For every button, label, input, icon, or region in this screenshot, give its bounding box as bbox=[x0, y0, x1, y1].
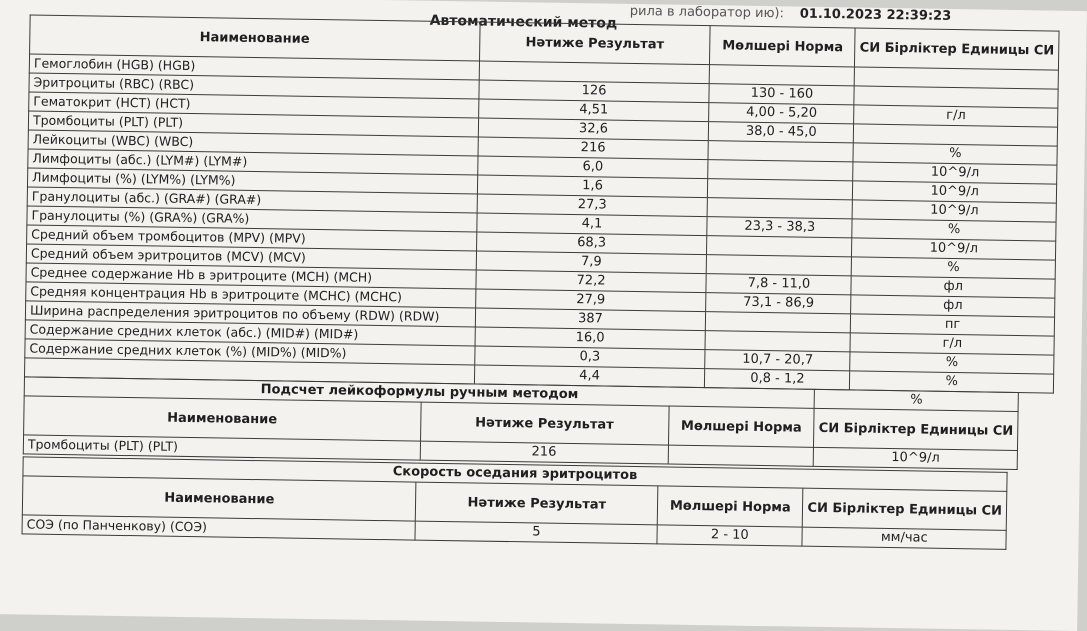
row-unit: % bbox=[850, 371, 1054, 393]
esr-row-result: 5 bbox=[415, 521, 657, 544]
row-name: Лимфоциты (абс.) (LYM#) (LYM#) bbox=[28, 149, 478, 175]
row-norm bbox=[707, 236, 852, 257]
row-name: Гемоглобин (HGB) (HGB) bbox=[29, 54, 479, 80]
esr-col-unit: СИ Бірліктер Единицы СИ bbox=[803, 488, 1007, 530]
row-norm bbox=[706, 312, 851, 333]
esr-row-norm: 2 - 10 bbox=[657, 525, 803, 546]
row-name: Средняя концентрация Hb в эритроците (MCHC) (MCHC) bbox=[26, 282, 476, 308]
row-result: 387 bbox=[475, 308, 706, 331]
row-result: 1,6 bbox=[477, 175, 708, 198]
row-name: Средний объем тромбоцитов (MPV) (MPV) bbox=[27, 225, 477, 251]
col-result-header: Нәтиже Результат bbox=[479, 22, 710, 65]
row-result: 27,3 bbox=[477, 194, 708, 217]
row-name: Эритроциты (RBC) (RBC) bbox=[29, 73, 479, 99]
row-unit: 10^9/л bbox=[853, 181, 1057, 203]
row-result: 6,0 bbox=[477, 156, 708, 179]
row-unit: г/л bbox=[850, 333, 1054, 355]
row-name: Среднее содержание Hb в эритроците (MCH) (MCH) bbox=[26, 263, 476, 289]
manual-row-name: Тромбоциты (PLT) (PLT) bbox=[23, 435, 420, 460]
row-name: Содержание средних клеток (абс.) (MID#) (MID#) bbox=[25, 320, 475, 346]
row-result: 216 bbox=[478, 137, 709, 160]
row-result: 7,9 bbox=[476, 251, 707, 274]
manual-col-name: Наименование bbox=[24, 396, 421, 441]
esr-section-title: Скорость оседания эритроцитов bbox=[23, 457, 1007, 491]
row-unit: % bbox=[852, 219, 1056, 241]
col-unit-header: СИ Бірліктер Единицы СИ bbox=[855, 28, 1059, 70]
row-name: Тромбоциты (PLT) (PLT) bbox=[28, 111, 478, 137]
esr-col-norm: Мөлшері Норма bbox=[657, 486, 803, 527]
row-result: 68,3 bbox=[476, 232, 707, 255]
row-name: Гематокрит (HCT) (HCT) bbox=[29, 92, 479, 118]
row-norm bbox=[705, 331, 850, 352]
row-result: 126 bbox=[479, 80, 710, 103]
method-title: Автоматический метод bbox=[429, 12, 618, 32]
row-unit: 10^9/л bbox=[853, 200, 1057, 222]
row-name: Средний объем эритроцитов (MCV) (MCV) bbox=[26, 244, 476, 270]
row-norm: 23,3 - 38,3 bbox=[707, 217, 852, 238]
row-unit: 10^9/л bbox=[852, 238, 1056, 260]
row-unit: фл bbox=[851, 295, 1055, 317]
col-norm-header: Мөлшері Норма bbox=[710, 26, 856, 67]
esr-row-unit: мм/час bbox=[802, 527, 1006, 549]
row-name: Гранулоциты (абс.) (GRA#) (GRA#) bbox=[27, 187, 477, 213]
row-result: 27,9 bbox=[475, 289, 706, 312]
row-norm bbox=[708, 160, 853, 181]
row-unit: пг bbox=[851, 314, 1055, 336]
row-result: 4,4 bbox=[474, 365, 705, 388]
row-norm: 38,0 - 45,0 bbox=[709, 122, 854, 143]
row-result: 4,1 bbox=[476, 213, 707, 236]
row-norm bbox=[707, 255, 852, 276]
lab-received-text: рила в лаборатор ию): bbox=[629, 3, 785, 22]
manual-count-table bbox=[23, 376, 1019, 470]
row-norm: 10,7 - 20,7 bbox=[705, 350, 850, 371]
row-result: 0,3 bbox=[474, 346, 705, 369]
col-name-header: Наименование bbox=[30, 15, 480, 61]
row-norm bbox=[708, 141, 853, 162]
manual-col-unit: СИ Бірліктер Единицы СИ bbox=[814, 408, 1018, 450]
row-name: Лейкоциты (WBC) (WBC) bbox=[28, 130, 478, 156]
row-result: 16,0 bbox=[475, 327, 706, 350]
esr-col-name: Наименование bbox=[22, 476, 416, 521]
row-norm bbox=[707, 198, 852, 219]
manual-row-unit: 10^9/л bbox=[814, 447, 1018, 469]
row-unit: фл bbox=[851, 276, 1055, 298]
row-result: 72,2 bbox=[476, 270, 707, 293]
manual-row-result: 216 bbox=[420, 441, 668, 464]
row-unit: 10^9/л bbox=[853, 162, 1057, 184]
row-result: 4,51 bbox=[478, 99, 709, 122]
row-result: 32,6 bbox=[478, 118, 709, 141]
row-name: Лимфоциты (%) (LYM%) (LYM%) bbox=[27, 168, 477, 194]
row-unit: г/л bbox=[854, 105, 1058, 127]
manual-row-norm bbox=[668, 445, 814, 466]
manual-col-result: Нәтиже Результат bbox=[420, 402, 669, 445]
manual-col-norm: Мөлшері Норма bbox=[668, 406, 814, 447]
manual-extra-unit: % bbox=[815, 389, 1019, 411]
results-table bbox=[24, 14, 1060, 393]
esr-col-result: Нәтиже Результат bbox=[416, 482, 658, 525]
row-norm: 7,8 - 11,0 bbox=[706, 274, 851, 295]
row-norm: 0,8 - 1,2 bbox=[705, 369, 850, 390]
row-norm: 130 - 160 bbox=[709, 84, 854, 105]
row-name: Содержание средних клеток (%) (MID%) (MID%) bbox=[25, 339, 475, 365]
report-datetime: 01.10.2023 22:39:23 bbox=[799, 6, 952, 24]
row-unit: % bbox=[852, 257, 1056, 279]
row-unit: % bbox=[853, 143, 1057, 165]
row-name: Ширина распределения эритроцитов по объему (RDW) (RDW) bbox=[25, 301, 475, 327]
row-norm: 4,00 - 5,20 bbox=[709, 103, 854, 124]
row-norm bbox=[710, 65, 855, 86]
esr-row-name: СОЭ (по Панченкову) (СОЭ) bbox=[22, 515, 416, 540]
row-norm: 73,1 - 86,9 bbox=[706, 293, 851, 314]
row-name: Гранулоциты (%) (GRA%) (GRA%) bbox=[27, 206, 477, 232]
row-norm bbox=[708, 179, 853, 200]
esr-table bbox=[22, 456, 1008, 549]
manual-section-title: Подсчет лейкоформулы ручным методом bbox=[24, 377, 815, 408]
row-unit: % bbox=[850, 352, 1054, 374]
